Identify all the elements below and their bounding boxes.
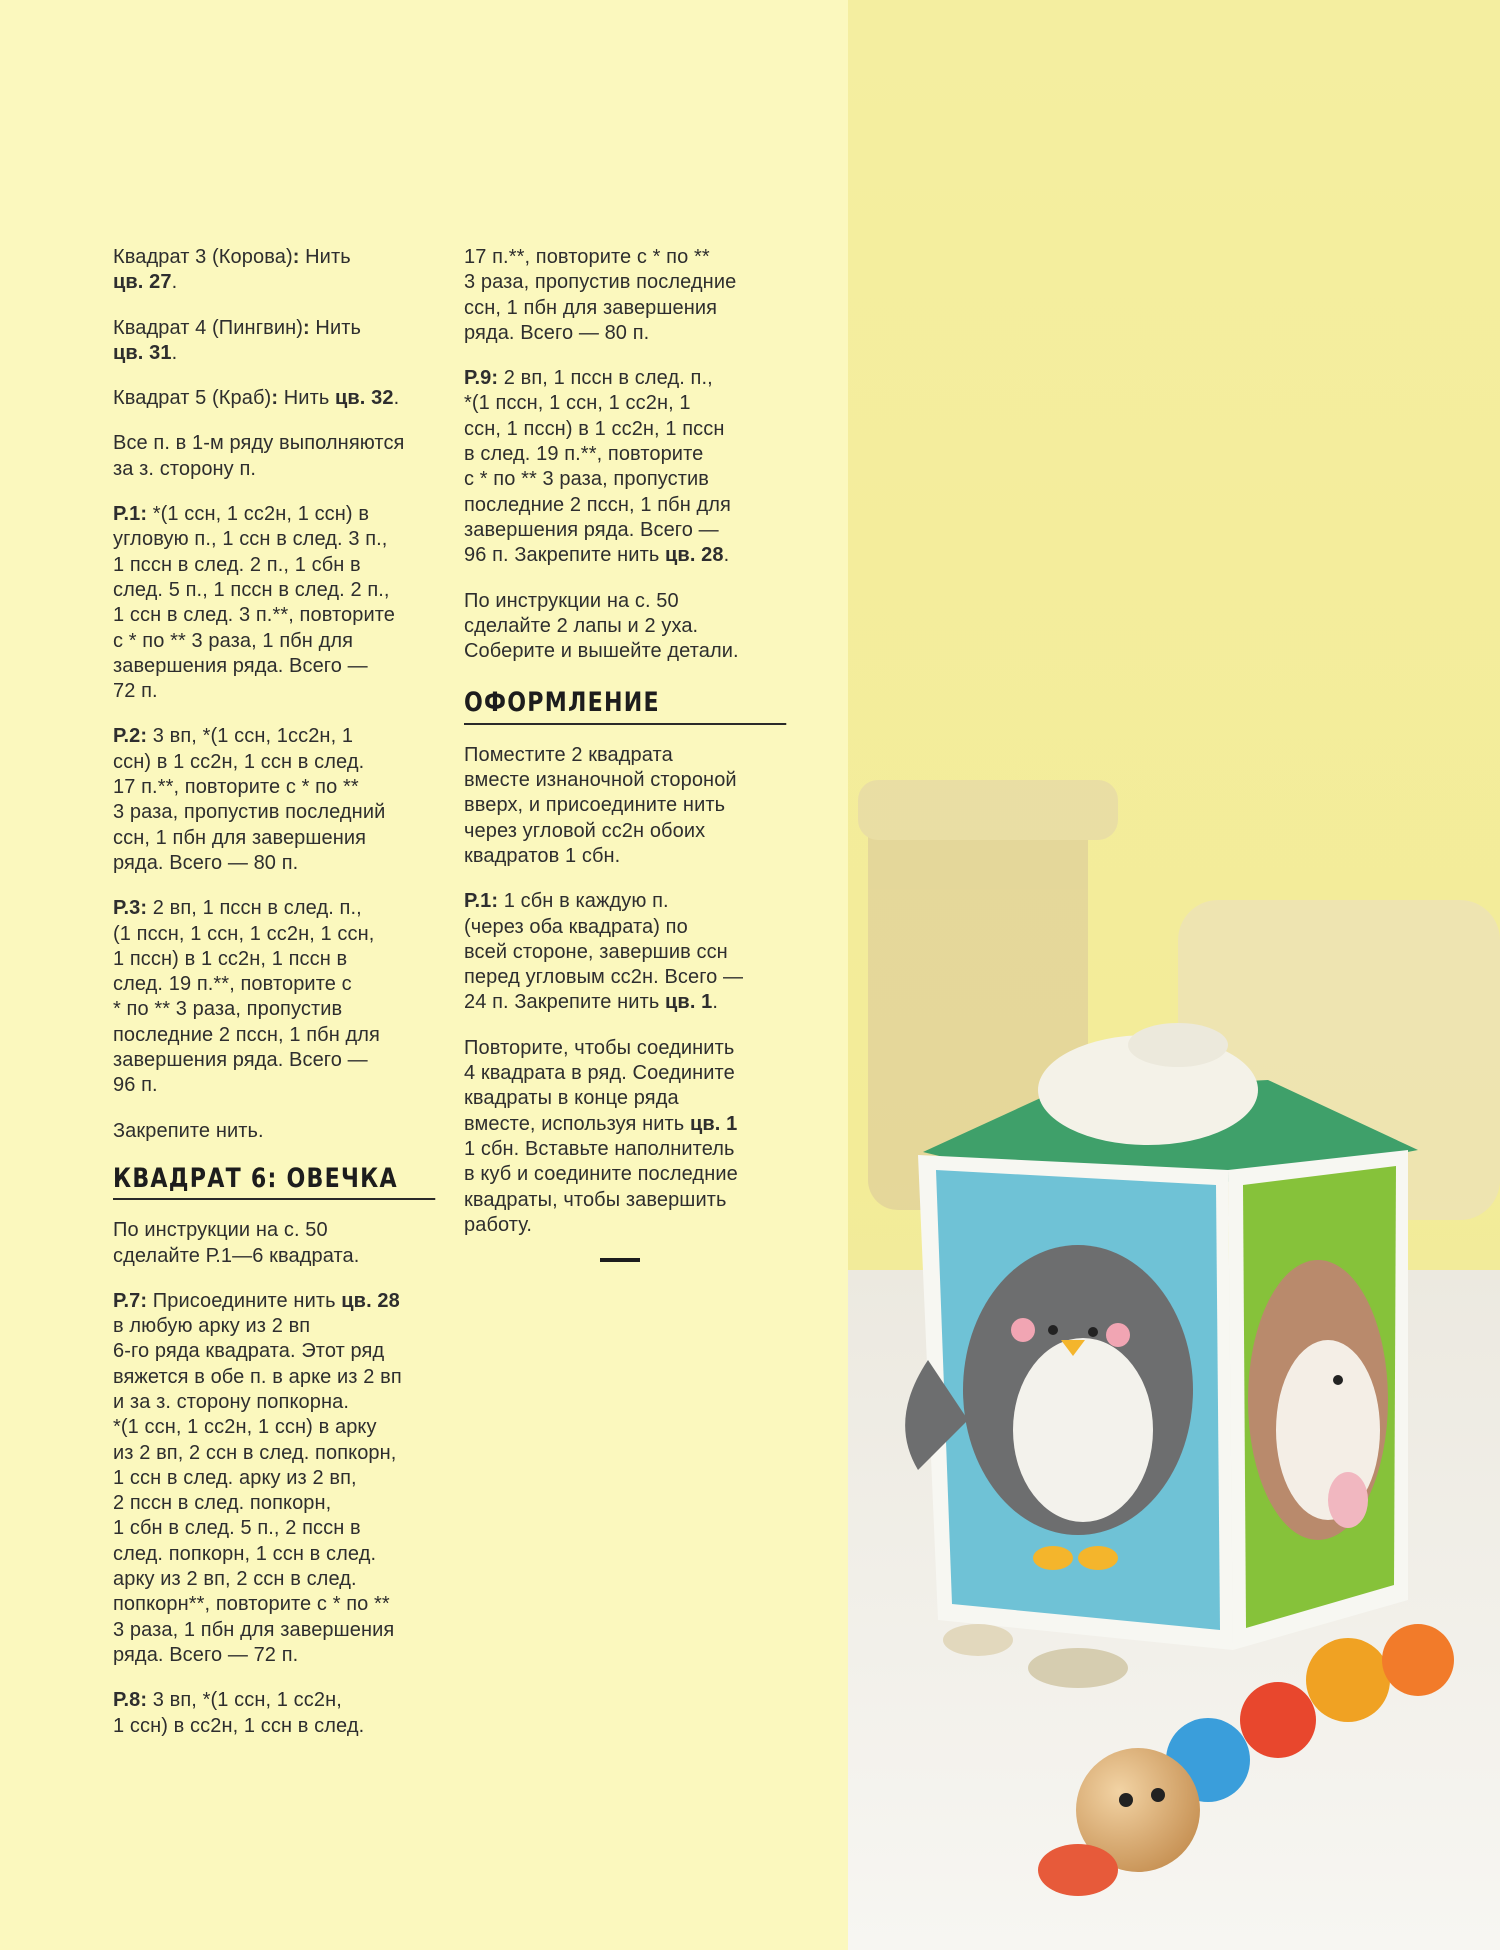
- paragraph-all-rows: [113, 431, 435, 482]
- text-run: По инструкции на с. 50 сделайте Р.1—6 квадрата.: [113, 1219, 360, 1267]
- text-run: Квадрат 3 (Корова): [113, 246, 293, 268]
- bold-run: Р.8:: [113, 1689, 153, 1712]
- text-run: .: [712, 991, 719, 1014]
- paragraph-paws: [464, 589, 786, 665]
- right-column-paragraphs: [464, 245, 786, 664]
- bold-run: цв. 28: [341, 1289, 400, 1312]
- paragraph-sq5: [113, 386, 435, 411]
- text-run: 1 сбн. Вставьте наполнитель в куб и соедините последние квадраты, чтобы завершить работу.: [464, 1137, 738, 1236]
- bold-run: Р.1:: [464, 890, 504, 913]
- bold-run: цв. 28: [665, 544, 724, 567]
- text-run: По инструкции на с. 50 сделайте 2 лапы и 2 уха. Соберите и вышейте детали.: [464, 589, 739, 663]
- end-mark: [600, 1258, 640, 1262]
- left-column-paragraphs: [113, 245, 435, 1144]
- text-run: .: [723, 544, 730, 567]
- text-run: Нить: [315, 316, 362, 339]
- bold-run: :: [292, 246, 306, 268]
- text-run: Нить: [283, 387, 336, 410]
- text-run: Квадрат 4 (Пингвин): [113, 316, 303, 339]
- bold-run: :: [271, 387, 284, 410]
- bold-run: Р.7:: [113, 1289, 153, 1312]
- crochet-cube-photo: [848, 0, 1500, 1950]
- text-run: 2 вп, 1 пссн в след. п., (1 пссн, 1 ссн, 1 сс2н, 1 ссн, 1 пссн) в 1 сс2н, 1 пссн в след. 19 п.**, повторите с * по ** 3 раза, пропустив последние 2 пссн, 1 пбн для завершения ряда. Всего — 96 п.: [113, 897, 380, 1097]
- paragraph-r9: [464, 366, 786, 568]
- paragraph-repeat: [464, 1036, 786, 1238]
- bold-run: цв. 31: [113, 341, 172, 364]
- bold-run: Р.1:: [113, 503, 153, 526]
- paragraph-p1: [464, 889, 786, 1015]
- paragraph-r3: [113, 896, 435, 1098]
- text-run: .: [171, 341, 178, 364]
- text-run: 3 вп, *(1 ссн, 1 сс2н, 1 ссн) в сс2н, 1 ссн в след.: [113, 1689, 365, 1737]
- left-column-paragraphs-2: [113, 1218, 435, 1739]
- paragraph-r1: [113, 502, 435, 704]
- bold-run: цв. 1: [689, 1112, 738, 1135]
- text-run: Квадрат 5 (Краб): [113, 387, 272, 410]
- bold-run: :: [303, 316, 316, 339]
- text-run: Закрепите нить.: [113, 1119, 264, 1142]
- bold-run: Р.9:: [464, 367, 504, 390]
- text-run: .: [393, 387, 400, 410]
- right-column: [464, 245, 786, 1262]
- bold-run: цв. 1: [665, 991, 713, 1014]
- paragraph-r8cont: [464, 245, 786, 346]
- photo-illustration: [848, 0, 1500, 1950]
- text-run: 2 вп, 1 пссн в след. п., *(1 пссн, 1 ссн, 1 сс2н, 1 ссн, 1 пссн) в 1 сс2н, 1 пссн в след. 19 п.**, повторите с * по ** 3 раза, пропустив последние 2 пссн, 1 пбн для завершения ряда. Всего — 96 п. Закрепите нить: [464, 367, 731, 567]
- text-run: Присоедините нить: [152, 1289, 342, 1312]
- bold-run: цв. 32: [335, 387, 394, 410]
- paragraph-r2: [113, 724, 435, 876]
- text-run: 17 п.**, повторите с * по ** 3 раза, пропустив последние ссн, 1 пбн для завершения ряда. Всего — 80 п.: [464, 246, 737, 344]
- paragraph-sq4: [113, 316, 435, 367]
- bold-run: цв. 27: [113, 271, 172, 294]
- paragraph-r7: [113, 1289, 435, 1668]
- text-run: *(1 ссн, 1 сс2н, 1 ссн) в угловую п., 1 ссн в след. 3 п., 1 пссн в след. 2 п., 1 сбн в след. 5 п., 1 пссн в след. 2 п., 1 ссн в след. 3 п.**, повторите с * по ** 3 раза, 1 пбн для завершения ряда. Всего — 72 п.: [113, 503, 395, 703]
- text-run: Повторите, чтобы соединить 4 квадрата в ряд. Соедините квадраты в конце ряда вместе, используя нить: [464, 1036, 735, 1135]
- paragraph-fasten: [113, 1119, 435, 1144]
- text-run: Все п. в 1-м ряду выполняются за з. сторону п.: [113, 432, 405, 480]
- text-run: Нить: [305, 246, 351, 268]
- bold-run: Р.2:: [113, 725, 153, 748]
- heading-finishing: ОФОРМЛЕНИЕ: [464, 690, 786, 724]
- text-run: 3 вп, *(1 ссн, 1сс2н, 1 ссн) в 1 сс2н, 1 ссн в след. 17 п.**, повторите с * по ** 3 раза, пропустив последний ссн, 1 пбн для завершения ряда. Всего — 80 п.: [113, 725, 386, 874]
- text-run: .: [171, 271, 178, 294]
- right-column-paragraphs-2: [464, 743, 786, 1238]
- heading-square-6-sheep: КВАДРАТ 6: ОВЕЧКА: [113, 1166, 435, 1200]
- left-column: [113, 245, 435, 1759]
- text-run: 1 сбн в каждую п. (через оба квадрата) по всей стороне, завершив ссн перед угловым сс2н. Всего — 24 п. Закрепите нить: [464, 890, 744, 1014]
- paragraph-instr: [113, 1218, 435, 1269]
- bold-run: Р.3:: [113, 897, 153, 920]
- paragraph-r8: [113, 1688, 435, 1739]
- text-run: Поместите 2 квадрата вместе изнаночной стороной вверх, и присоедините нить через угловой сс2н обоих квадратов 1 сбн.: [464, 743, 737, 867]
- paragraph-sq3: [113, 245, 435, 296]
- text-run: в любую арку из 2 вп 6-го ряда квадрата. Этот ряд вяжется в обе п. в арке из 2 вп и за з. сторону попкорна. *(1 ссн, 1 сс2н, 1 ссн) в арку из 2 вп, 2 ссн в след. попкорн, 1 ссн в след. арку из 2 вп, 2 пссн в след. попкорн, 1 сбн в след. 5 п., 2 пссн в след. попкорн, 1 ссн в след. арку из 2 вп, 2 ссн в след. попкорн**, повторите с * по ** 3 раза, 1 пбн для завершения ряда. Всего — 72 п.: [113, 1315, 402, 1666]
- paragraph-place: [464, 743, 786, 869]
